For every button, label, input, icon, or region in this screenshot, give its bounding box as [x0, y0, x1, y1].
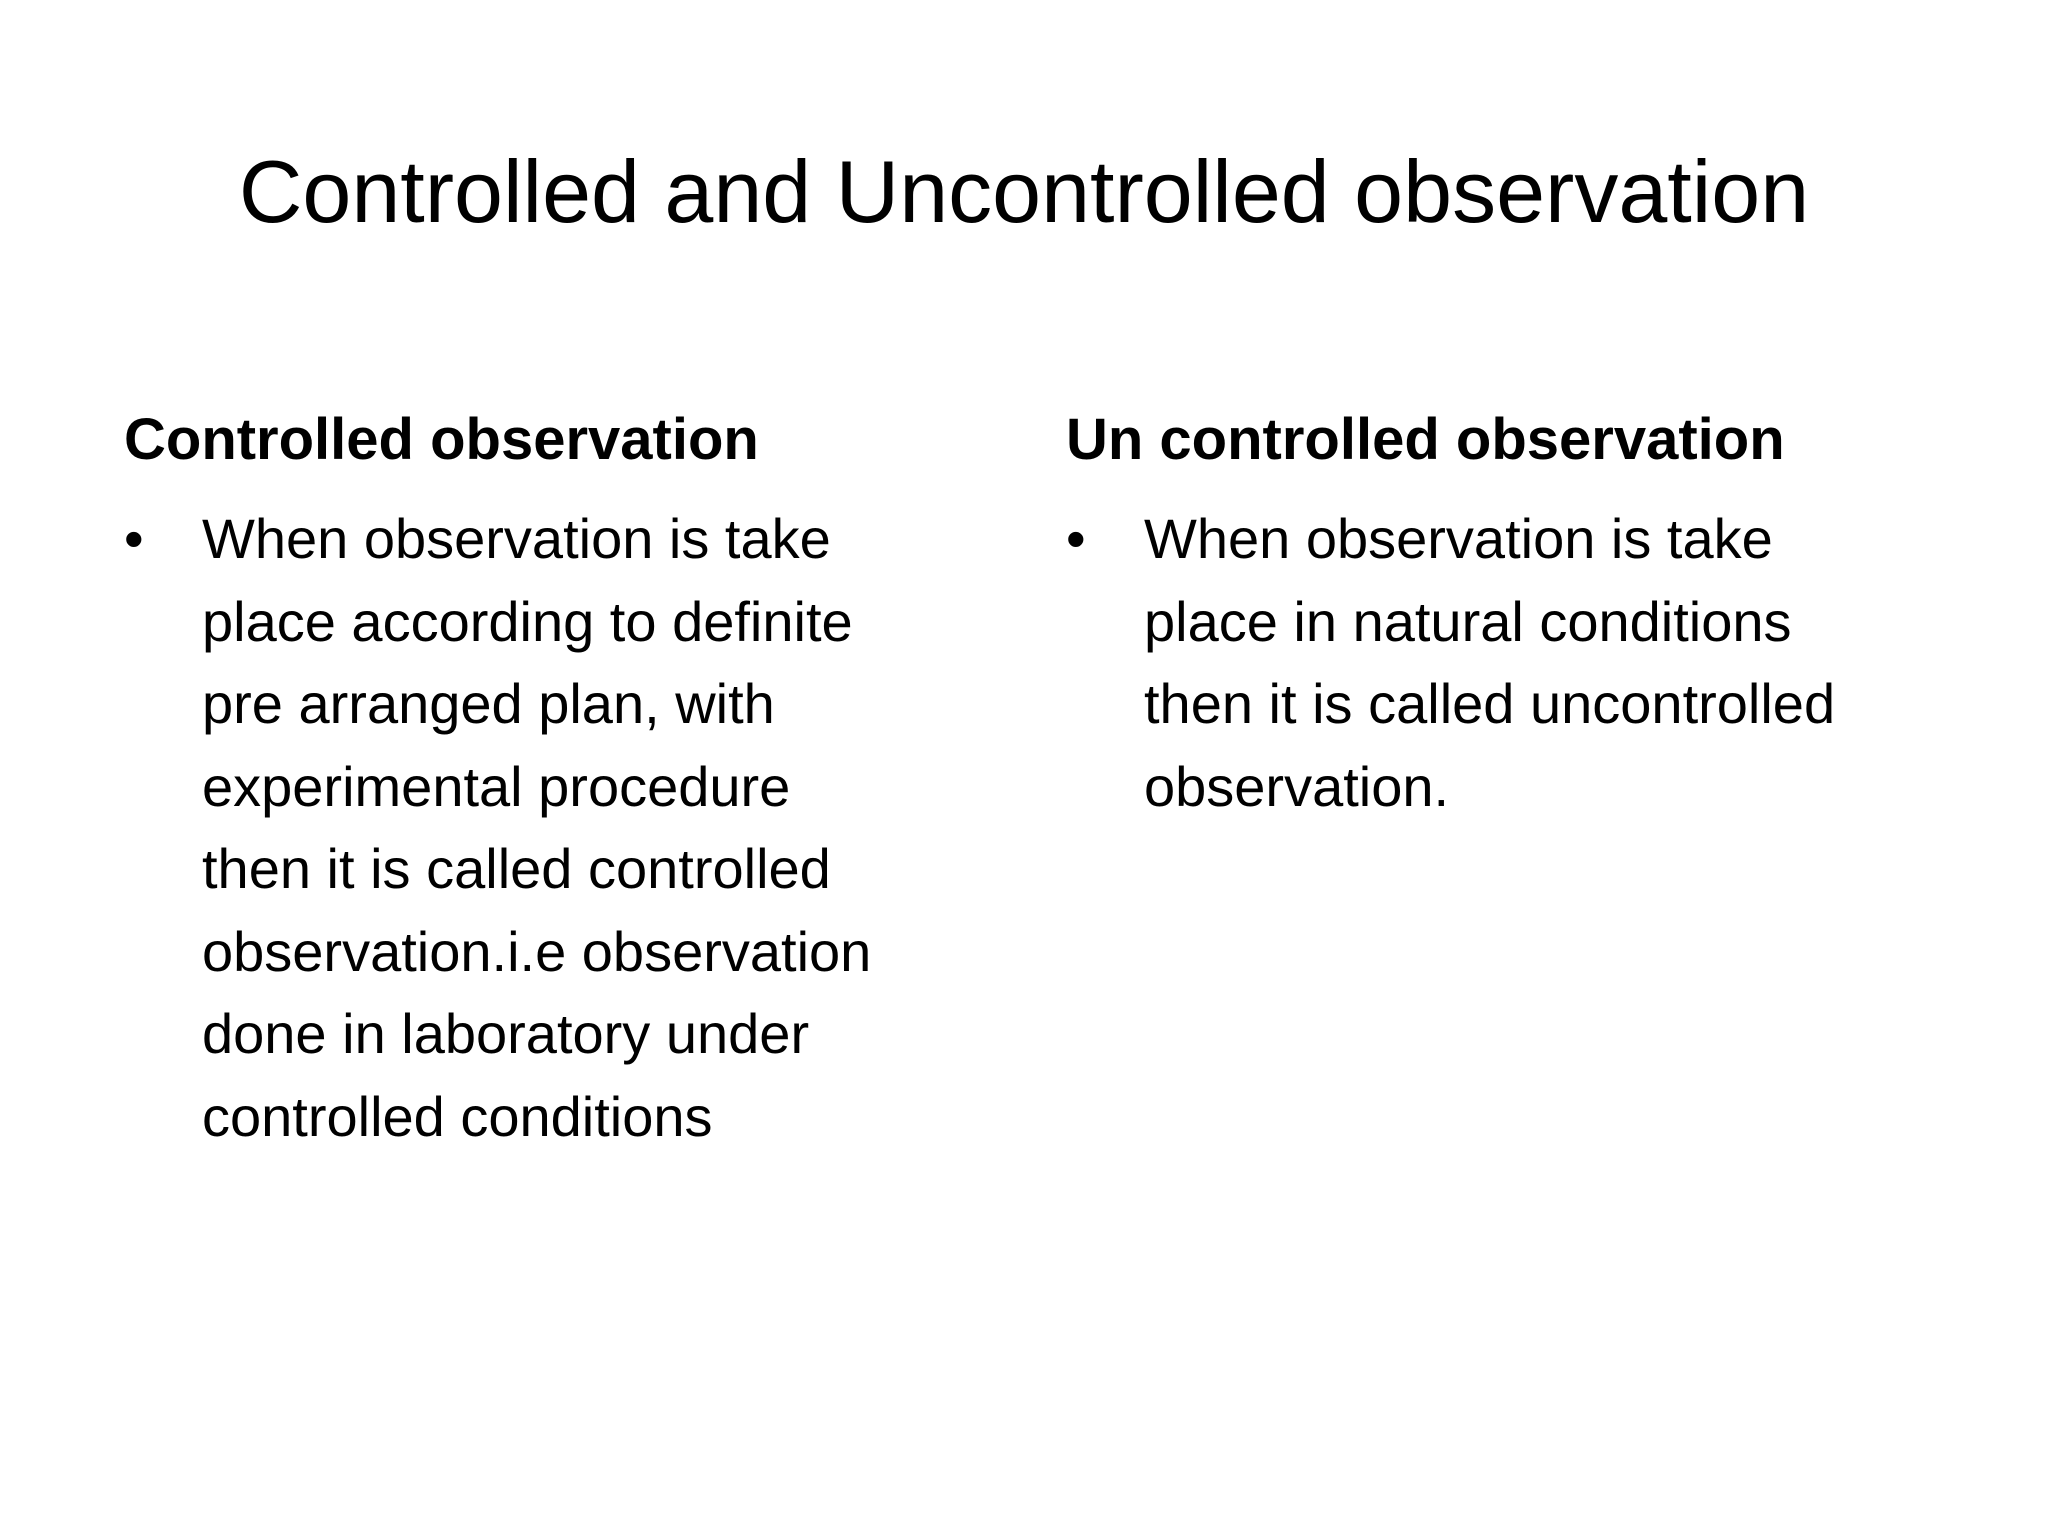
- slide-title: Controlled and Uncontrolled observation: [238, 142, 1810, 241]
- column-uncontrolled: [1066, 400, 1966, 828]
- column-controlled: [124, 400, 984, 1158]
- bullet-text-uncontrolled: When observation is take place in natural conditions then it is called uncontrolled observation.: [1144, 507, 1836, 818]
- column-heading-uncontrolled: Un controlled observation: [1066, 407, 1785, 472]
- bullet-list-controlled: [124, 498, 984, 1158]
- bullet-icon: •: [1066, 507, 1086, 570]
- column-heading-controlled: Controlled observation: [124, 407, 759, 472]
- bullet-item: [124, 498, 984, 1158]
- bullet-icon: •: [124, 507, 144, 570]
- bullet-item: [1066, 498, 1966, 828]
- bullet-text-controlled: When observation is take place according to definite pre arranged plan, with experimental procedure then it is called controlled observation.i.e observation done in laboratory under controlled conditions: [202, 507, 872, 1148]
- bullet-list-uncontrolled: [1066, 498, 1966, 828]
